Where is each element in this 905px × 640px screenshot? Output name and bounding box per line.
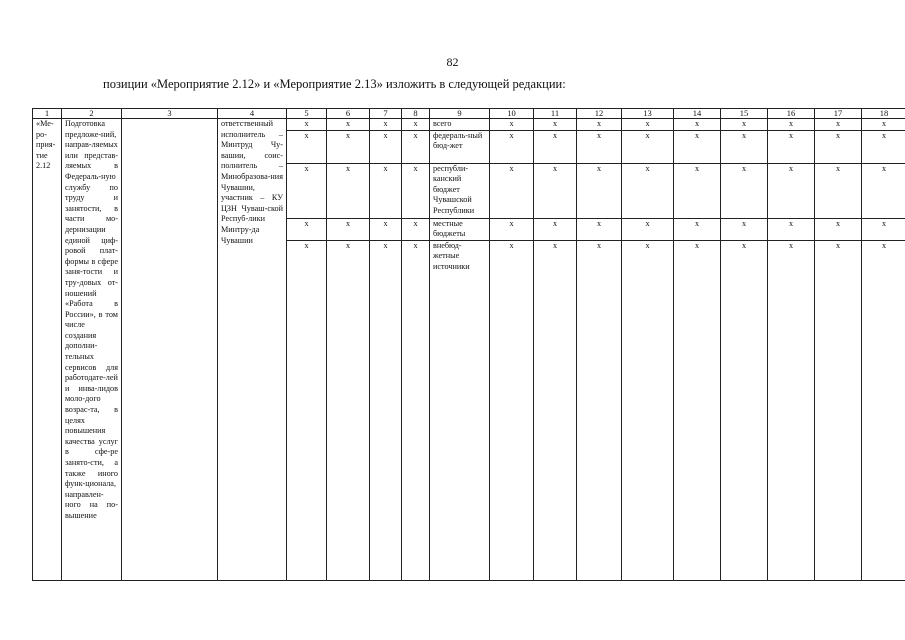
value-cell: x [490,163,534,218]
intro-text: позиции «Мероприятие 2.12» и «Мероприятие 2.13» изложить в следующей редакции: [103,77,566,91]
value-cell: x [815,240,862,580]
value-cell: x [622,119,674,131]
value-cell: x [577,240,622,580]
value-cell: x [622,163,674,218]
value-cell: x [287,240,327,580]
value-cell: x [674,218,721,240]
table-row [33,119,905,131]
funding-source-cell: федераль-ный бюд-жет [430,130,490,163]
value-cell: x [490,130,534,163]
value-cell: x [287,218,327,240]
value-cell: x [721,163,768,218]
value-cell: x [862,130,905,163]
value-cell: x [534,130,577,163]
page-number: 82 [446,55,459,69]
col-header-11: 11 [534,109,577,119]
value-cell: x [862,119,905,131]
value-cell: x [768,240,815,580]
funding-source-cell: внебюд-жетные источники [430,240,490,580]
value-cell: x [402,130,430,163]
value-cell: x [622,218,674,240]
value-cell: x [768,130,815,163]
value-cell: x [370,218,402,240]
col-header-8: 8 [402,109,430,119]
measure-description-cell: Подготовка предложе-ний, направ-ляемых или представ-ляемых в Федераль-ную службу по труду и занятости, в части мо-дернизации единой циф-ровой плат-формы в сфере заня-тости и тру-довых от-ношений «Работа в России», в том числе создания дополни-тельных сервисов для работодате-лей и инва-лидов моло-дого возрас-та, в целях повышения качества услуг в сфе-ре занято-сти, а также иного функ-ционала, направлен-ного на по-вышение [62,119,122,581]
measure-number-cell: «Ме- ро- прия- тие 2.12 [33,119,62,581]
value-cell: x [490,119,534,131]
col-header-2: 2 [62,109,122,119]
col-header-3: 3 [122,109,218,119]
value-cell: x [402,240,430,580]
col-header-12: 12 [577,109,622,119]
value-cell: x [768,163,815,218]
value-cell: x [768,119,815,131]
col-header-14: 14 [674,109,721,119]
value-cell: x [815,119,862,131]
value-cell: x [402,119,430,131]
col-header-4: 4 [218,109,287,119]
value-cell: x [370,119,402,131]
col-header-17: 17 [815,109,862,119]
value-cell: x [370,163,402,218]
value-cell: x [402,218,430,240]
value-cell: x [862,218,905,240]
value-cell: x [490,240,534,580]
value-cell: x [402,163,430,218]
col-header-15: 15 [721,109,768,119]
col-header-10: 10 [490,109,534,119]
value-cell: x [862,240,905,580]
value-cell: x [327,163,370,218]
executor-cell: ответственный исполнитель – Минтруд Чу-вашии, соис-полнитель – Минобразова-ния Чувашии, участник – КУ ЦЗН Чуваш-ской Респуб-лики Минтру-да Чувашии [218,119,287,581]
measures-table [32,108,905,581]
value-cell: x [768,218,815,240]
col-header-6: 6 [327,109,370,119]
value-cell: x [534,119,577,131]
value-cell: x [577,119,622,131]
value-cell: x [370,240,402,580]
value-cell: x [577,130,622,163]
value-cell: x [327,119,370,131]
value-cell: x [370,130,402,163]
col-header-13: 13 [622,109,674,119]
col-header-5: 5 [287,109,327,119]
value-cell: x [534,163,577,218]
header-row [33,109,905,119]
value-cell: x [622,130,674,163]
value-cell: x [287,163,327,218]
measure-col3-cell [122,119,218,581]
col-header-18: 18 [862,109,905,119]
value-cell: x [327,240,370,580]
value-cell: x [577,163,622,218]
value-cell: x [721,119,768,131]
value-cell: x [577,218,622,240]
value-cell: x [721,130,768,163]
col-header-16: 16 [768,109,815,119]
col-header-7: 7 [370,109,402,119]
value-cell: x [674,163,721,218]
col-header-9: 9 [430,109,490,119]
value-cell: x [815,218,862,240]
value-cell: x [674,130,721,163]
value-cell: x [534,240,577,580]
value-cell: x [327,130,370,163]
value-cell: x [721,240,768,580]
value-cell: x [327,218,370,240]
value-cell: x [674,240,721,580]
value-cell: x [674,119,721,131]
col-header-1: 1 [33,109,62,119]
value-cell: x [287,119,327,131]
funding-source-cell: местные бюджеты [430,218,490,240]
value-cell: x [490,218,534,240]
value-cell: x [815,163,862,218]
funding-source-cell: всего [430,119,490,131]
value-cell: x [622,240,674,580]
funding-source-cell: республи-канский бюджет Чувашской Республики [430,163,490,218]
value-cell: x [862,163,905,218]
value-cell: x [534,218,577,240]
value-cell: x [815,130,862,163]
value-cell: x [287,130,327,163]
value-cell: x [721,218,768,240]
